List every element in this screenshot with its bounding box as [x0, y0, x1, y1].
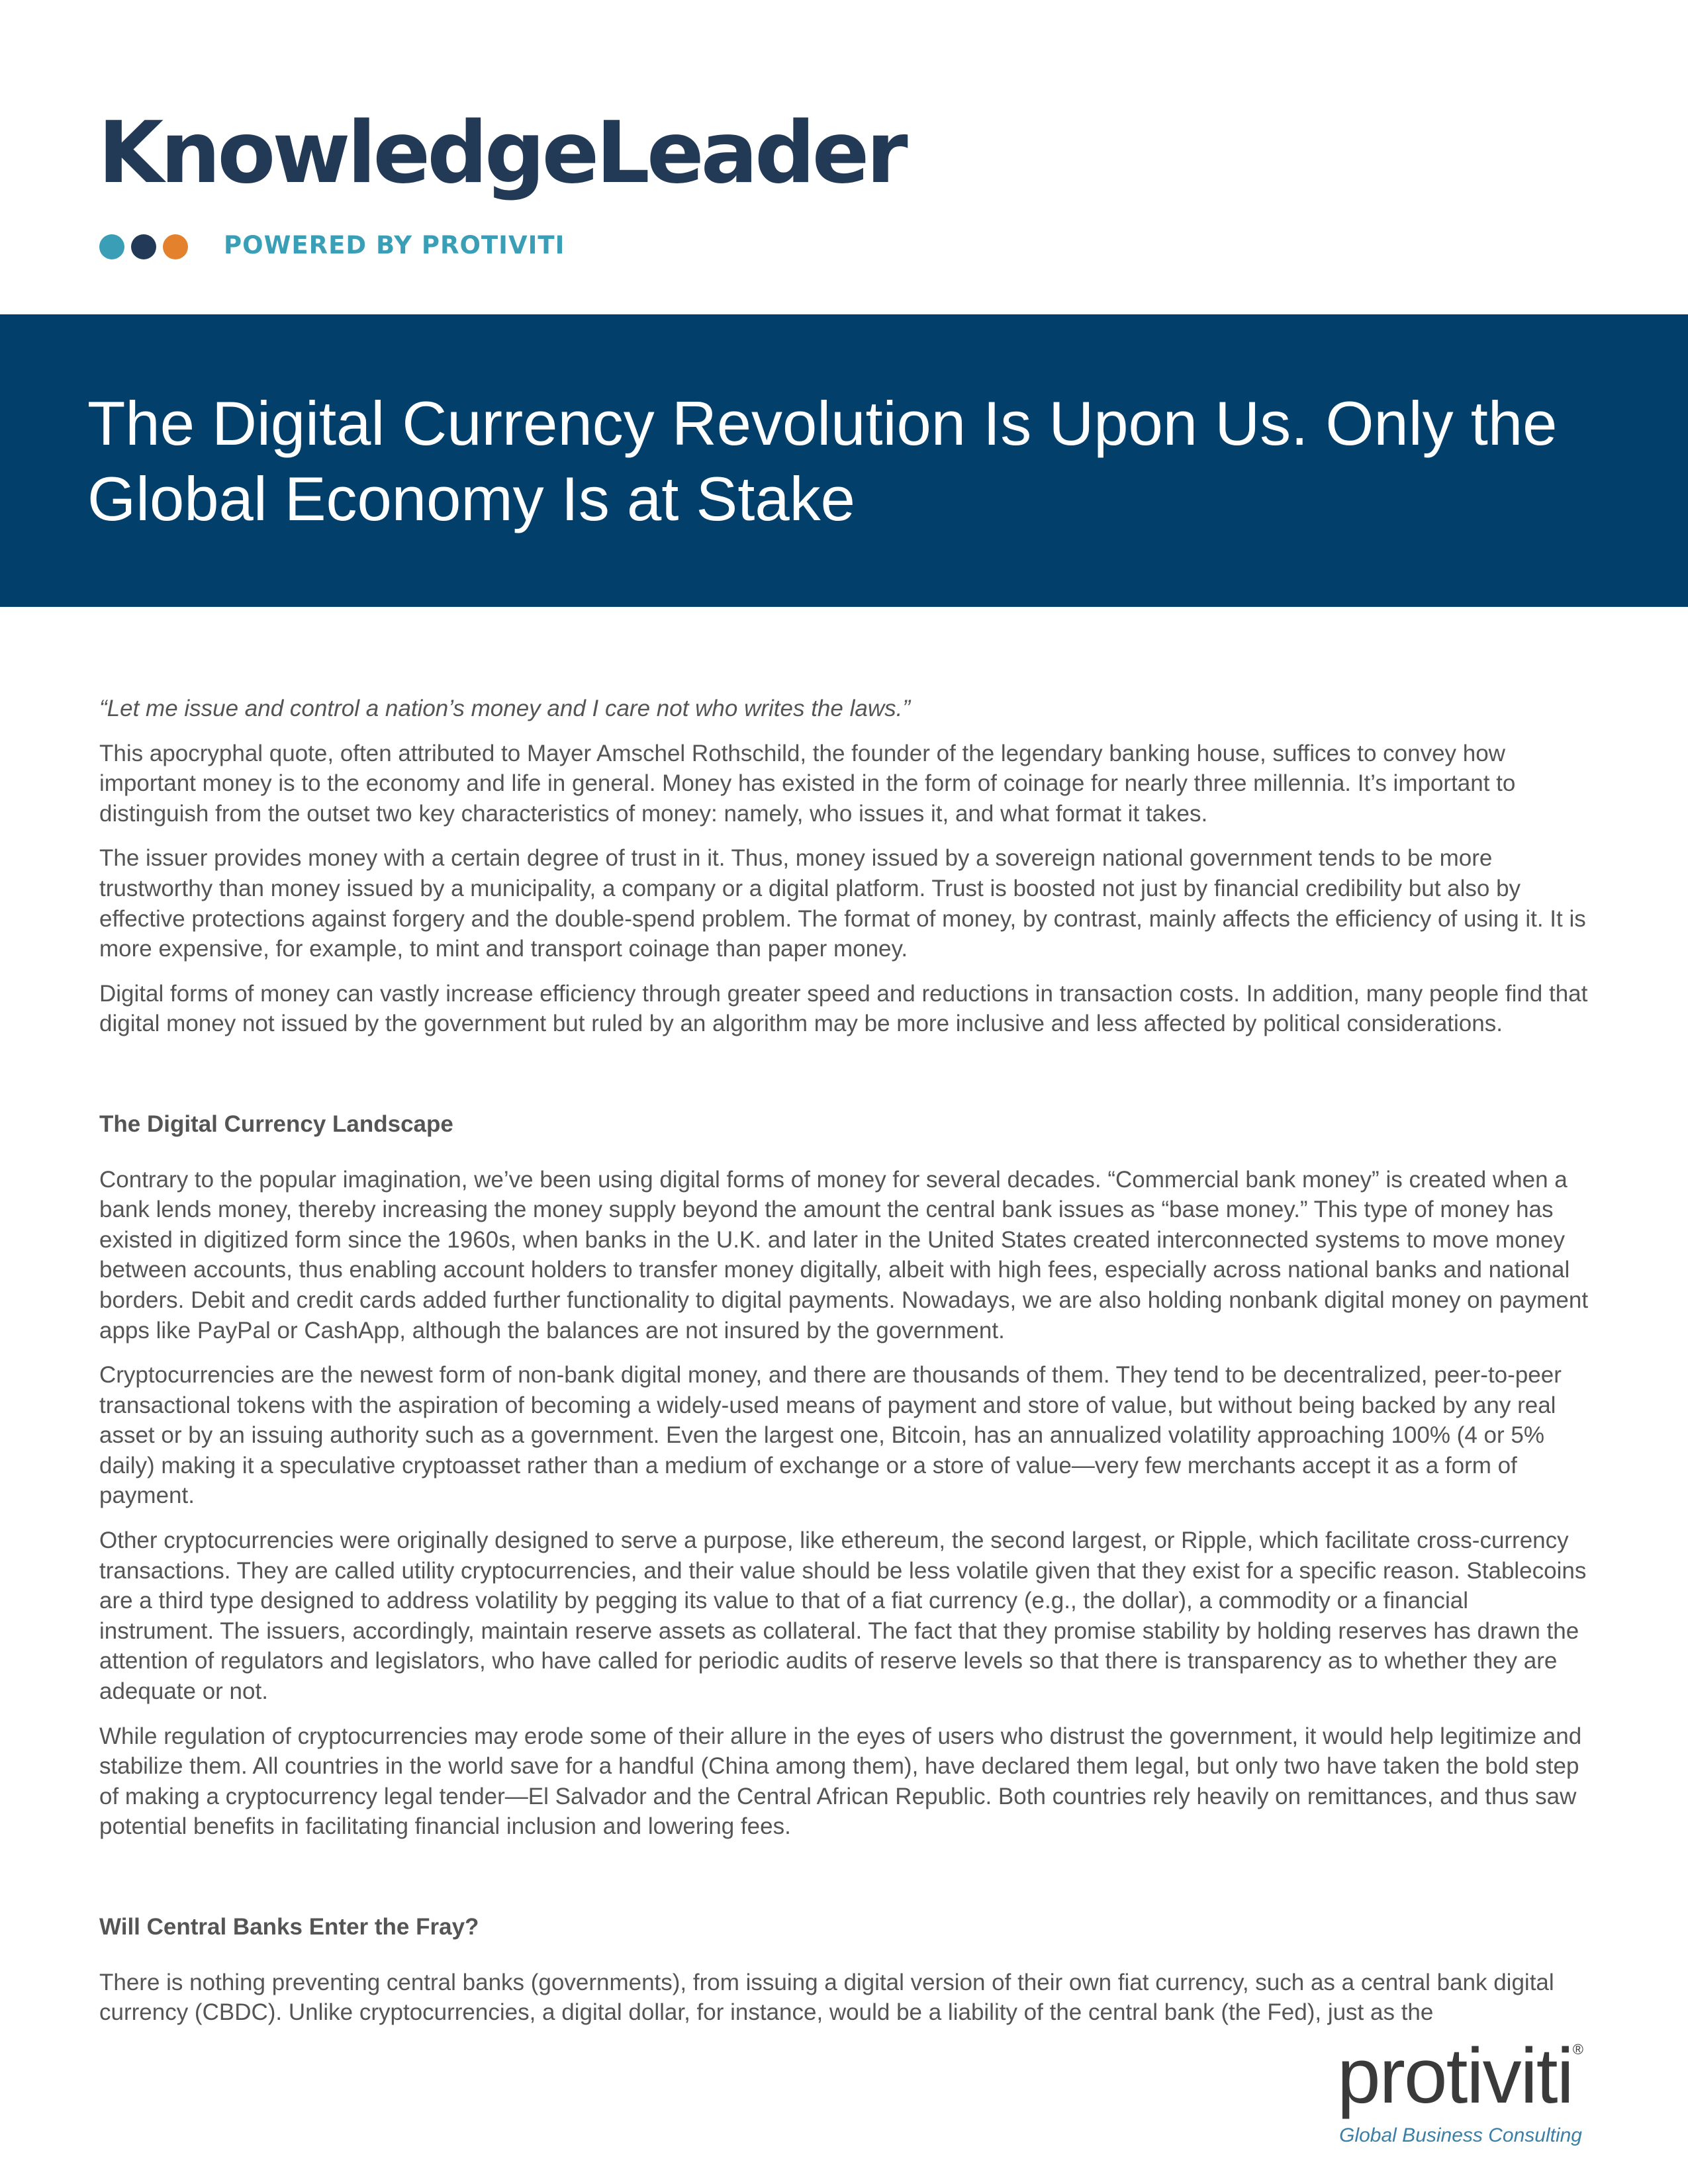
section-heading-digital-currency-landscape: The Digital Currency Landscape	[99, 1111, 453, 1137]
intro-paragraph: This apocryphal quote, often attributed to Mayer Amschel Rothschild, the founder of the legendary banking house, suffices to convey how important money is to the economy and life in general. Money has existed in the form of coinage for nearly three millennia. It’s important to distinguish from the outset two key characteristics of money: namely, who issues it, and what format it takes.	[99, 740, 1516, 827]
section-paragraph: Contrary to the popular imagination, we’ve been using digital forms of money for several decades. “Commercial bank money” is created when a bank lends money, thereby increasing the money supply beyond the amount the central bank issues as “base money.” This type of money has existed in digitized form since the 1960s, when banks in the U.K. and later in the United States created interconnected systems to move money between accounts, thus enabling account holders to transfer money digitally, albeit with high fees, especially across national banks and national borders. Debit and credit cards added further functionality to digital payments. Nowadays, we are also holding nonbank digital money on payment apps like PayPal or CashApp, although the balances are not insured by the government.	[99, 1166, 1589, 1343]
section-paragraph: While regulation of cryptocurrencies may erode some of their allure in the eyes of users who distrust the government, it would help legitimize and stabilize them. All countries in the world save for a handful (China among them), have declared them legal, but only two have taken the bold step of making a cryptocurrency legal tender—El Salvador and the Central African Republic. Both countries rely heavily on remittances, and thus saw potential benefits in facilitating financial inclusion and lowering fees.	[99, 1723, 1582, 1840]
section-paragraph: Other cryptocurrencies were originally designed to serve a purpose, like ethereum, the second largest, or Ripple, which facilitate cross-currency transactions. They are called utility cryptocurrencies, and their value should be less volatile given that they exist for a specific reason. Stablecoins are a third type designed to address volatility by pegging its value to that of a fiat currency (e.g., the dollar), a commodity or a financial instrument. The issuers, accordingly, maintain reserve assets as collateral. The fact that they promise stability by holding reserves has drawn the attention of regulators and legislators, who have called for periodic audits of reserve levels so that there is transparency as to whether they are adequate or not.	[99, 1527, 1587, 1705]
title-banner	[0, 314, 1688, 607]
section-heading-central-banks: Will Central Banks Enter the Fray?	[99, 1914, 479, 1940]
knowledgeleader-logo: KnowledgeLeader	[98, 104, 905, 203]
protiviti-wordmark	[1337, 2032, 1582, 2120]
brand-text: protiviti	[1337, 2032, 1573, 2120]
orange-dot-icon	[163, 234, 188, 259]
section-paragraph: There is nothing preventing central banks (governments), from issuing a digital version of their own fiat currency, such as a central bank digital currency (CBDC). Unlike cryptocurrencies, a digital dollar, for instance, would be a liability of the central bank (the Fed), just as the	[99, 1969, 1554, 2026]
opening-quote: “Let me issue and control a nation’s money and I care not who writes the laws.”	[99, 696, 910, 721]
section-paragraph: Cryptocurrencies are the newest form of non-bank digital money, and there are thousands of them. They tend to be decentralized, peer-to-peer transactional tokens with the aspiration of becoming a widely-used means of payment and store of value, but without being backed by any real asset or by an issuing authority such as a government. Even the largest one, Bitcoin, has an annualized volatility approaching 100% (4 or 5% daily) making it a speculative cryptoasset rather than a medium of exchange or a store of value—very few merchants accept it as a form of payment.	[99, 1362, 1562, 1509]
footer-tagline: Global Business Consulting	[1339, 2124, 1582, 2146]
powered-by-label: POWERED BY PROTIVITI	[224, 231, 565, 259]
page-title: The Digital Currency Revolution Is Upon Us. Only the Global Economy Is at Stake	[87, 388, 1558, 533]
intro-paragraph: Digital forms of money can vastly increase efficiency through greater speed and reductions in transaction costs. In addition, many people find that digital money not issued by the government but ruled by an algorithm may be more inclusive and less affected by political considerations.	[99, 980, 1588, 1037]
article-body	[99, 694, 1589, 2042]
navy-dot-icon	[131, 234, 156, 259]
registered-mark: ®	[1572, 2041, 1582, 2058]
protiviti-logo	[1337, 2032, 1582, 2147]
intro-paragraph: The issuer provides money with a certain degree of trust in it. Thus, money issued by a sovereign national government tends to be more trustworthy than money issued by a municipality, a company or a digital platform. Trust is boosted not just by financial credibility but also by effective protections against forgery and the double-spend problem. The format of money, by contrast, mainly affects the efficiency of using it. It is more expensive, for example, to mint and transport coinage than paper money.	[99, 845, 1586, 962]
teal-dot-icon	[99, 234, 124, 259]
